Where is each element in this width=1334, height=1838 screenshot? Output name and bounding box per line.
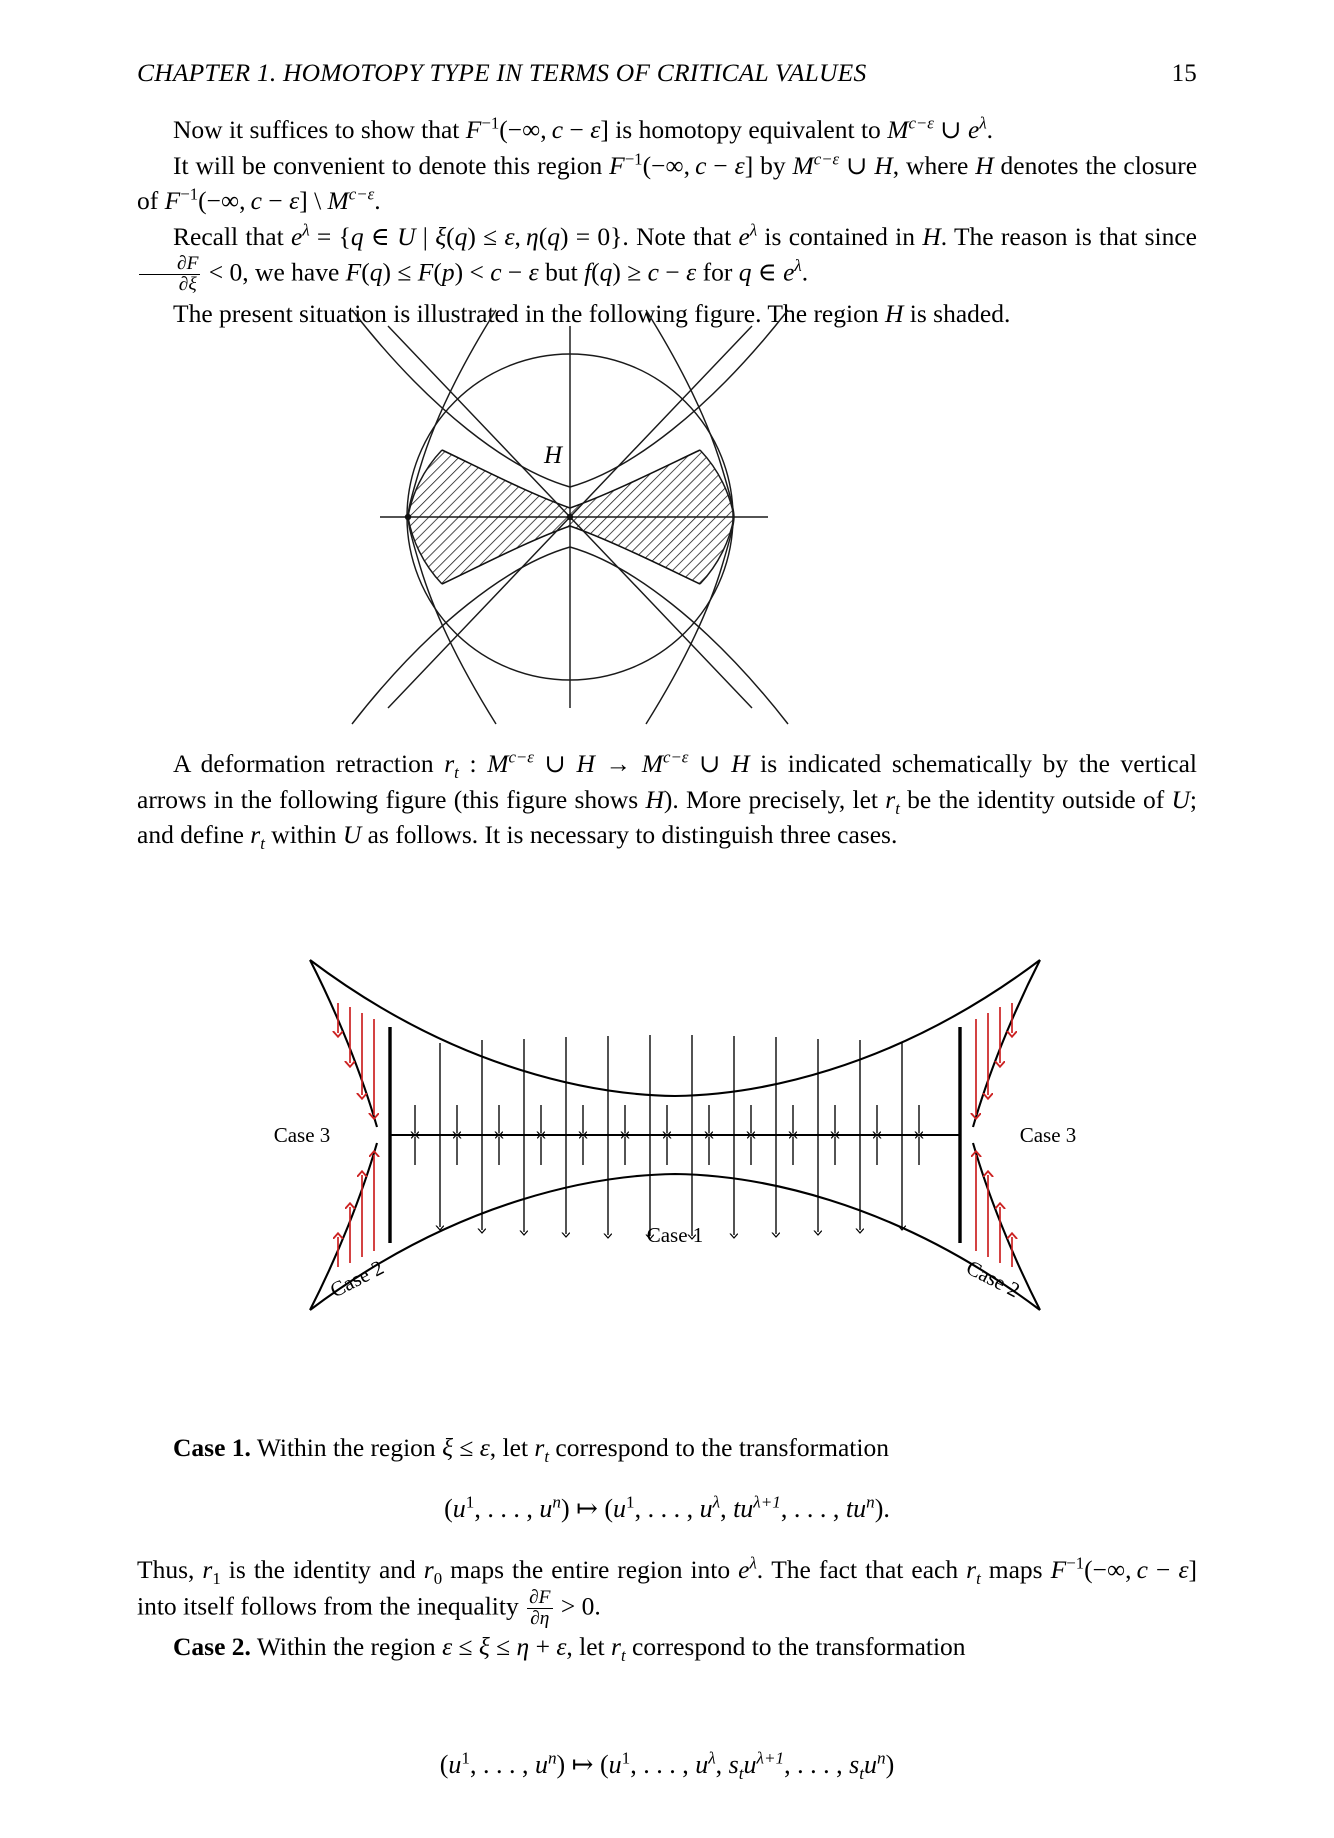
case3-arrow-group-down [415, 1105, 919, 1133]
paragraph-thus: Thus, $r_1$ is the identity and $r_0$ maps the entire region into $e^\lambda$. The fact that each $r_t$ maps $F^{-1}(-\infty$, c − ε] into itself follows from the inequality $\frac{\partial F}{\partial\eta}$ > 0. [137, 1553, 1198, 1629]
figure1-svg [370, 318, 775, 716]
case3-arrow-group-up [415, 1137, 919, 1165]
figure-hyperbola-region-H [370, 318, 775, 716]
partial-F-partial-xi: $\frac{\partial F}{\partial\xi}$ [139, 254, 200, 296]
display-equation-1: ($u^1$, . . . , $u^n$) ↦ ($u^1$, . . . , $u^\lambda$, $tu^{\lambda+1}$, . . . , $tu^n$). [444, 1492, 890, 1523]
figure2-label-case2-left: Case 2 [326, 1255, 388, 1303]
figure1-label-H: H [543, 442, 563, 469]
paragraph-4: The present situation is illustrated in the following figure. The region H is shaded. [173, 298, 1011, 328]
boundary-top-curve [310, 960, 1040, 1096]
case2-label: Case 2. [173, 1632, 251, 1662]
text-block-middle [137, 746, 1197, 853]
paragraph-case2: Case 2. Within the region ε ≤ ξ ≤ η + ε, let $r_t$ correspond to the transformation [173, 1632, 966, 1666]
figure2-label-case1: Case 1 [646, 1223, 704, 1247]
point-on-left-hyperbola [405, 514, 411, 520]
running-head [137, 58, 1197, 88]
figure2-label-case3-right: Case 3 [1019, 1123, 1077, 1147]
text-block-case2 [137, 1552, 1197, 1665]
display-equation-2: ($u^1$, . . . , $u^n$) ↦ ($u^1$, . . . , $u^\lambda$, $s_tu^{\lambda+1}$, . . . , $s_tu^n$) [439, 1748, 895, 1784]
partial-F-partial-eta: $\frac{\partial F}{\partial\eta}$ [529, 1586, 551, 1629]
figure2-svg [273, 955, 1077, 1315]
paragraph-2: It will be convenient to denote this region $F^{-1}(-\infty$, c − ε] by $M^{c-\varepsilon}$ ∪ H, where H denotes the closure of $F^{-1}(-\infty$, c − ε] \ $M^{c-\varepsilon}$. [137, 149, 1198, 215]
paragraph-case1: Case 1. Within the region ξ ≤ ε, let $r_t$ correspond to the transformation [173, 1433, 889, 1467]
paragraph-1: Now it suffices to show that $F^{-1}(-\infty$, c − ε] is homotopy equivalent to $M^{c-\varepsilon}$ ∪ $e^\lambda$. [173, 113, 994, 144]
paragraph-5: A deformation retraction $r_t$ : $M^{c-\varepsilon}$ ∪ $H \to M^{c-\varepsilon}$ ∪ H is indicated schematically by the vertical arrows in the following figure (this figure shows H). More precisely, let $r_t$ be the identity outside of U; and define $r_t$ within U as follows. It is necessary to distinguish three cases. [137, 747, 1198, 854]
text-block-upper [137, 112, 1197, 331]
page-number: 15 [1171, 60, 1197, 87]
figure-deformation-retraction [273, 955, 1077, 1315]
figure2-label-case2-right: Case 2 [962, 1255, 1024, 1303]
text-block-case1 [137, 1430, 1197, 1466]
paragraph-3: Recall that $e^\lambda = \{q$ ∈ U | ξ(q) ≤ ε, η(q) = 0}. Note that $e^\lambda$ is contained in H. The reason is that since $\frac{\partial F}{\partial\xi}$ < 0, we have F(q) ≤ F(p) < c − ε but f(q) ≥ c − ε for q ∈ $e^\lambda$. [137, 219, 1197, 296]
chapter-title: CHAPTER 1. HOMOTOPY TYPE IN TERMS OF CRITICAL VALUES [137, 58, 867, 87]
critical-point-origin [567, 514, 573, 520]
case1-label: Case 1. [173, 1433, 251, 1462]
figure2-label-case3-left: Case 3 [273, 1123, 331, 1147]
